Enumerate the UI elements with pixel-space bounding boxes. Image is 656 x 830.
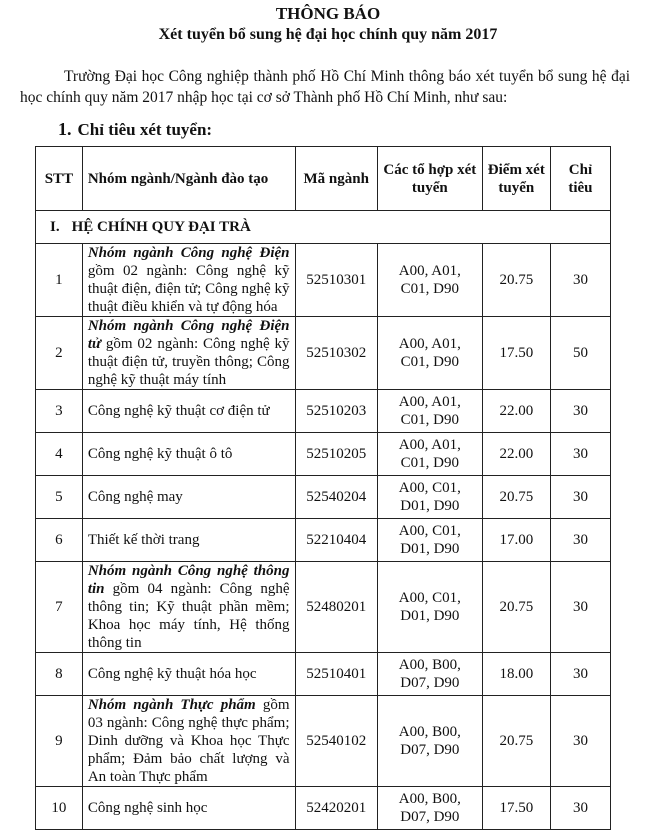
program-name: Công nghệ may	[87, 489, 183, 505]
section-title: Chỉ tiêu xét tuyển:	[77, 120, 213, 139]
header-quota: Chỉ tiêu	[550, 147, 610, 211]
cell-combo: A00, C01, D01, D90	[377, 562, 482, 653]
cell-combo: A00, B00, D07, D90	[377, 696, 482, 787]
cell-stt: 5	[36, 476, 83, 519]
group-name-emphasis: Nhóm ngành Công nghệ Điện	[87, 245, 290, 261]
group-row	[36, 211, 611, 244]
cell-code: 52420201	[295, 787, 377, 830]
cell-code: 52480201	[295, 562, 377, 653]
program-name: gồm 04 ngành: Công nghệ thông tin; Kỹ thuật phần mềm; Khoa học máy tính, Hệ thống thông tin	[87, 581, 290, 651]
cell-stt: 6	[36, 519, 83, 562]
cell-quota: 30	[550, 653, 610, 696]
program-name: Công nghệ kỹ thuật cơ điện tử	[87, 403, 270, 419]
table-row	[36, 519, 611, 562]
cell-quota: 30	[550, 696, 610, 787]
cell-stt: 7	[36, 562, 83, 653]
section-heading	[58, 119, 212, 140]
table-row	[36, 562, 611, 653]
cell-score: 20.75	[482, 562, 550, 653]
cell-score: 22.00	[482, 433, 550, 476]
cell-stt: 10	[36, 787, 83, 830]
cell-combo: A00, B00, D07, D90	[377, 653, 482, 696]
table-row	[36, 244, 611, 317]
table-header-row	[36, 147, 611, 211]
table-row	[36, 476, 611, 519]
header-stt: STT	[36, 147, 83, 211]
header-code: Mã ngành	[295, 147, 377, 211]
header-combo: Các tổ hợp xét tuyển	[377, 147, 482, 211]
header-name: Nhóm ngành/Ngành đào tạo	[82, 147, 295, 211]
cell-name	[82, 653, 295, 696]
table-row	[36, 787, 611, 830]
cell-name	[82, 390, 295, 433]
cell-code: 52540102	[295, 696, 377, 787]
header-score: Điểm xét tuyển	[482, 147, 550, 211]
cell-score: 17.50	[482, 317, 550, 390]
cell-stt: 1	[36, 244, 83, 317]
group-name-emphasis: Nhóm ngành Công nghệ Điện tử	[87, 318, 290, 352]
section-number: 1.	[58, 119, 72, 139]
cell-combo: A00, A01, C01, D90	[377, 244, 482, 317]
program-name: Công nghệ sinh học	[87, 800, 208, 816]
cell-quota: 30	[550, 390, 610, 433]
document-subtitle: Xét tuyển bổ sung hệ đại học chính quy năm 2017	[158, 26, 498, 43]
cell-name	[82, 433, 295, 476]
cell-combo: A00, C01, D01, D90	[377, 476, 482, 519]
group-name-emphasis: Nhóm ngành Thực phẩm	[87, 697, 256, 713]
cell-code: 52510302	[295, 317, 377, 390]
table-row	[36, 317, 611, 390]
cell-code: 52510401	[295, 653, 377, 696]
table-row	[36, 390, 611, 433]
cell-score: 22.00	[482, 390, 550, 433]
table-row	[36, 433, 611, 476]
cell-score: 20.75	[482, 696, 550, 787]
cell-quota: 30	[550, 244, 610, 317]
cell-score: 18.00	[482, 653, 550, 696]
cell-combo: A00, A01, C01, D90	[377, 317, 482, 390]
table-row	[36, 653, 611, 696]
cell-stt: 3	[36, 390, 83, 433]
cell-stt: 8	[36, 653, 83, 696]
table-row	[36, 696, 611, 787]
cell-name	[82, 519, 295, 562]
cell-score: 17.00	[482, 519, 550, 562]
cell-combo: A00, C01, D01, D90	[377, 519, 482, 562]
cell-quota: 50	[550, 317, 610, 390]
cell-quota: 30	[550, 787, 610, 830]
document-title: THÔNG BÁO	[275, 4, 381, 23]
cell-stt: 2	[36, 317, 83, 390]
cell-quota: 30	[550, 433, 610, 476]
cell-combo: A00, A01, C01, D90	[377, 433, 482, 476]
cell-name	[82, 317, 295, 390]
group-cell	[36, 211, 611, 244]
cell-code: 52510205	[295, 433, 377, 476]
program-name: Công nghệ kỹ thuật ô tô	[87, 446, 233, 462]
program-name: gồm 03 ngành: Công nghệ thực phẩm; Dinh dưỡng và Khoa học Thực phẩm; Đảm bảo chất lượng và An toàn Thực phẩm	[87, 697, 290, 785]
cell-name	[82, 696, 295, 787]
cell-name	[82, 476, 295, 519]
program-name: Công nghệ kỹ thuật hóa học	[87, 666, 257, 682]
program-name: Thiết kế thời trang	[87, 532, 200, 548]
cell-code: 52540204	[295, 476, 377, 519]
cell-stt: 9	[36, 696, 83, 787]
program-name: gồm 02 ngành: Công nghệ kỹ thuật điện tử, truyền thông; Công nghệ kỹ thuật máy tính	[87, 336, 290, 388]
intro-paragraph: Trường Đại học Công nghiệp thành phố Hồ Chí Minh thông báo xét tuyển bổ sung hệ đại học chính quy năm 2017 nhập học tại cơ sở Thành phố Hồ Chí Minh, như sau:	[20, 68, 630, 106]
cell-code: 52510301	[295, 244, 377, 317]
cell-code: 52210404	[295, 519, 377, 562]
cell-quota: 30	[550, 519, 610, 562]
group-name-emphasis: Nhóm ngành Công nghệ thông tin	[87, 563, 290, 597]
cell-quota: 30	[550, 476, 610, 519]
cell-combo: A00, A01, C01, D90	[377, 390, 482, 433]
group-label: HỆ CHÍNH QUY ĐẠI TRÀ	[71, 219, 251, 235]
cell-code: 52510203	[295, 390, 377, 433]
group-number: I.	[50, 219, 60, 235]
cell-score: 17.50	[482, 787, 550, 830]
cell-name	[82, 787, 295, 830]
cell-name	[82, 244, 295, 317]
cell-combo: A00, B00, D07, D90	[377, 787, 482, 830]
cell-score: 20.75	[482, 244, 550, 317]
cell-score: 20.75	[482, 476, 550, 519]
program-name: gồm 02 ngành: Công nghệ kỹ thuật điện, điện tử; Công nghệ kỹ thuật điều khiển và tự động hóa	[87, 263, 290, 315]
cell-quota: 30	[550, 562, 610, 653]
cell-name	[82, 562, 295, 653]
quota-table	[35, 146, 611, 830]
cell-stt: 4	[36, 433, 83, 476]
